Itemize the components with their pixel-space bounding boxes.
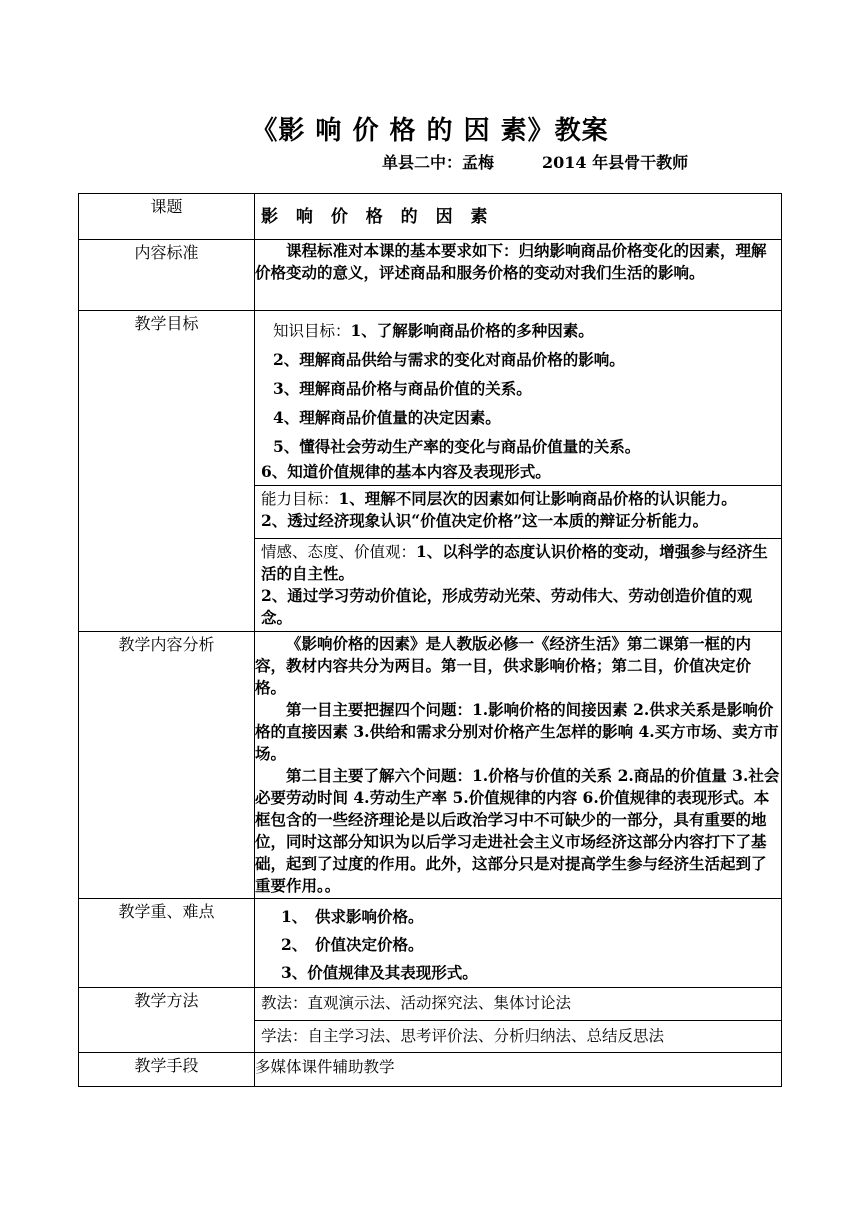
row-standard [79,240,782,311]
author-title: 2014 年县骨干教师 [542,153,689,172]
knowledge-item-5: 5、懂得社会劳动生产率的变化与商品价值量的关系。 [273,437,641,456]
label-analysis: 教学内容分析 [79,632,255,899]
knowledge-item-6: 6、知道价值规律的基本内容及表现形式。 [261,462,551,481]
knowledge-prefix: 知识目标： [273,322,351,340]
lesson-plan-table [78,193,782,1087]
ability-objectives [255,485,781,538]
ability-item-2: 2、透过经济现象认识“价值决定价格”这一本质的辩证分析能力。 [261,511,709,530]
knowledge-objectives [255,311,781,485]
label-topic: 课题 [79,194,255,240]
key-point-2: 2、 价值决定价格。 [281,935,424,954]
label-means: 教学手段 [79,1053,255,1087]
topic-value: 影 响 价 格 的 因 素 [261,206,494,227]
means-value: 多媒体课件辅助教学 [255,1058,395,1076]
knowledge-item-3: 3、理解商品价格与商品价值的关系。 [273,379,532,398]
teaching-method: 教法：直观演示法、活动探究法、集体讨论法 [261,994,572,1012]
label-standard: 内容标准 [79,240,255,311]
author-name: 单县二中：孟梅 [382,153,495,172]
row-means [79,1053,782,1087]
row-methods [79,988,782,1053]
label-objectives: 教学目标 [79,311,255,632]
emotion-item-2: 2、通过学习劳动价值论，形成劳动光荣、劳动伟大、劳动创造价值的观念。 [261,586,753,627]
key-point-1: 1、 供求影响价格。 [281,907,424,926]
knowledge-item-1: 知识目标：1、了解影响商品价格的多种因素。 [273,321,594,340]
emotion-prefix: 情感、态度、价值观： [261,543,417,561]
knowledge-item-2: 2、理解商品供给与需求的变化对商品价格的影响。 [273,350,625,369]
label-methods: 教学方法 [79,988,255,1053]
key-point-3: 3、价值规律及其表现形式。 [281,963,478,982]
ability-prefix: 能力目标： [261,490,339,508]
row-topic [79,194,782,240]
row-key-points [79,899,782,988]
analysis-paragraph-2: 第一目主要把握四个问题：1.影响价格的间接因素 2.供求关系是影响价格的直接因素 3.供给和需求分别对价格产生怎样的影响 4.买方市场、卖方市场。 [255,700,779,763]
analysis-paragraph-1: 《影响价格的因素》是人教版必修一《经济生活》第二课第一框的内容，教材内容共分为两目。第一目，供求影响价格；第二目，价值决定价格。 [255,634,752,697]
emotion-objectives [255,538,781,631]
document-title: 《影 响 价 格 的 因 素》教案 [251,116,609,146]
knowledge-item-4: 4、理解商品价值量的决定因素。 [273,408,501,427]
row-objectives [79,311,782,632]
label-key-points: 教学重、难点 [79,899,255,988]
standard-text: 课程标准对本课的基本要求如下：归纳影响商品价格变化的因素，理解价格变动的意义，评述商品和服务价格的变动对我们生活的影响。 [255,241,767,282]
row-analysis [79,632,782,899]
emotion-item-1: 情感、态度、价值观：1、以科学的态度认识价格的变动，增强参与经济生活的自主性。 [261,542,768,583]
learning-method: 学法：自主学习法、思考评价法、分析归纳法、总结反思法 [255,1020,781,1052]
ability-item-1: 能力目标：1、理解不同层次的因素如何让影响商品价格的认识能力。 [261,489,737,508]
analysis-paragraph-3: 第二目主要了解六个问题：1.价格与价值的关系 2.商品的价值量 3.社会必要劳动时间 4.劳动生产率 5.价值规律的内容 6.价值规律的表现形式。本框包含的一些经济理论是以后政治学习中不可缺少的一部分，具有重要的地位，同时这部分知识为以后学习走进社会主义市场经济这部分内容打下了基础，起到了过度的作用。此外，这部分只是对提高学生参与经济生活起到了重要作用。。 [255,766,780,895]
author-line [382,150,688,173]
